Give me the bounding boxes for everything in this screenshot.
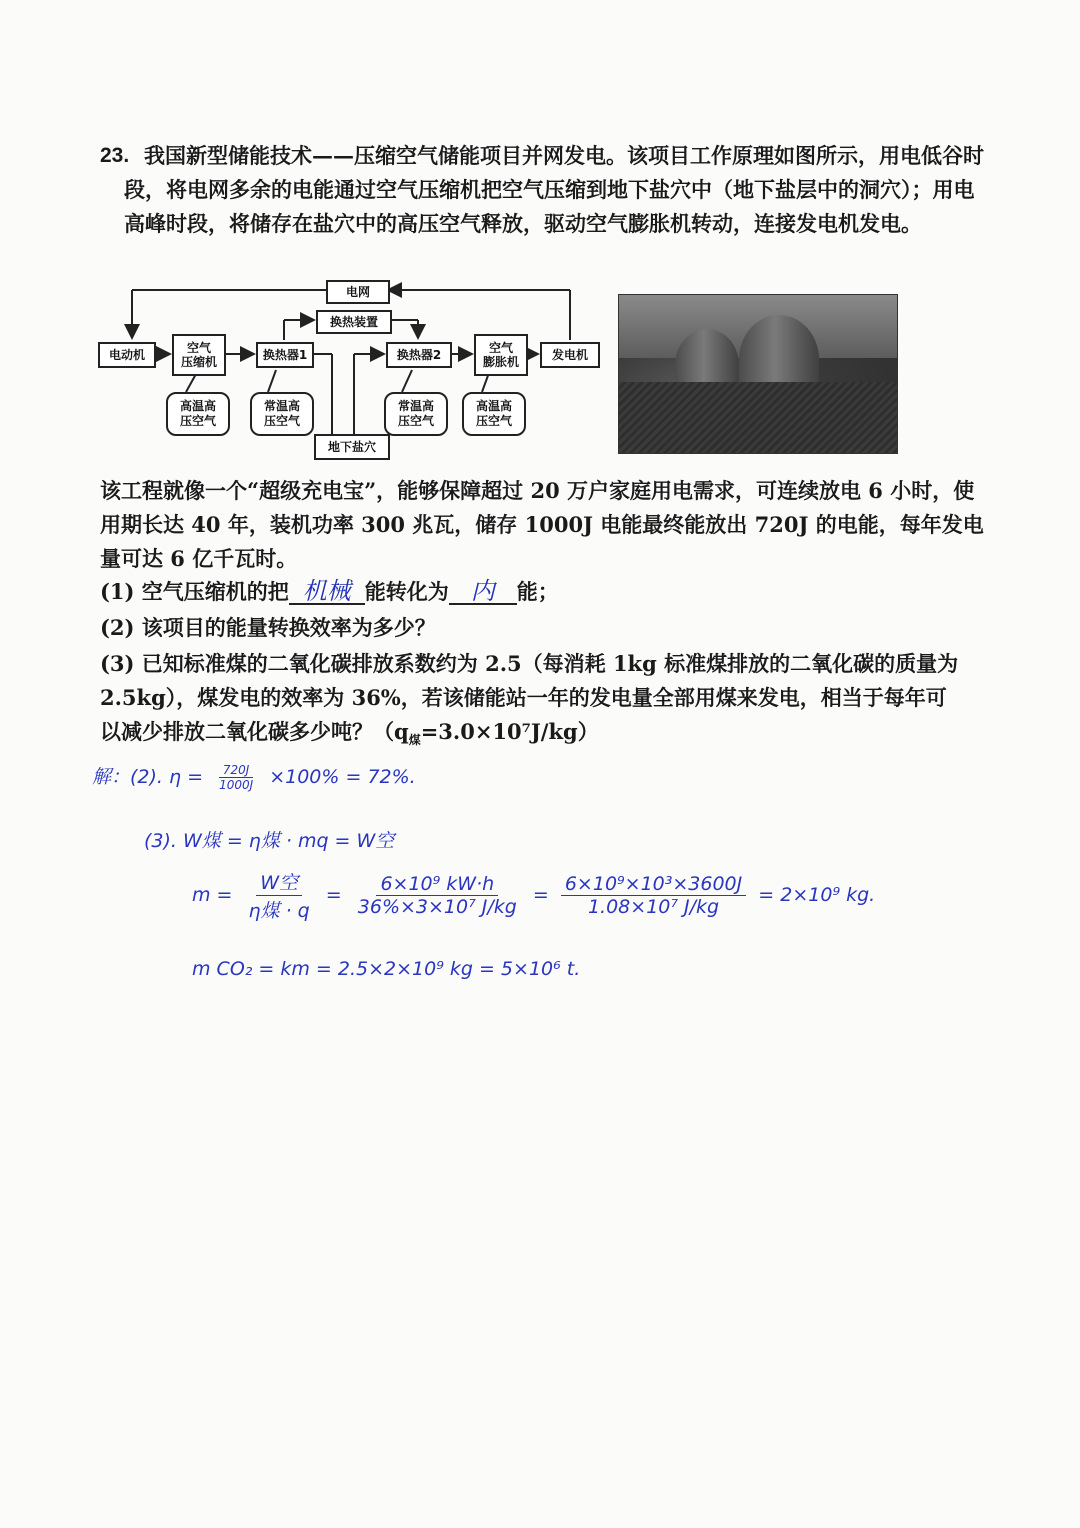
bubble-hot-air-right: 高温高 压空气 (462, 392, 526, 436)
salt-cave-box: 地下盐穴 (314, 434, 390, 460)
bubble-hot-air-left: 高温高 压空气 (166, 392, 230, 436)
question-description: 该工程就像一个“超级充电宝”，能够保障超过 20 万户家庭用电需求，可连续放电 6 小时，使用期长达 40 年，装机功率 300 兆瓦，储存 1000J 电能最终能放出 720J 的电能，每年发电量可达 6 亿千瓦时。 (100, 478, 984, 571)
sub-question-3-line3 (100, 716, 599, 748)
expander-box: 空气 膨胀机 (474, 334, 528, 376)
exchanger2-box: 换热器2 (386, 342, 452, 368)
eta-lhs: η = (169, 766, 204, 788)
eta-rhs: ×100% = 72%. (269, 766, 416, 788)
answer-blank-1: 机械 (289, 579, 365, 605)
q3-tail: =3.0×10⁷J/kg） (420, 719, 599, 744)
m-lhs: m = (192, 884, 233, 906)
m-f1-numerator: W空 (256, 868, 302, 896)
sub-question-3-line1: (3) 已知标准煤的二氧化碳排放系数约为 2.5（每消耗 1kg 标准煤排放的二氧化碳的质量为 (100, 651, 959, 676)
salt-cave-tanks-photo (618, 294, 898, 454)
eta-numerator: 720J (219, 763, 253, 778)
sub-question-1 (100, 576, 559, 606)
m-f2-denominator: 36%×3×10⁷ J/kg (357, 896, 517, 918)
solution-line-co2: m CO₂ = km = 2.5×2×10⁹ kg = 5×10⁶ t. (192, 958, 581, 980)
bubble-normal-air-right: 常温高 压空气 (384, 392, 448, 436)
m-fraction-1 (245, 868, 314, 923)
eta-fraction (215, 763, 257, 792)
question-number: 23. (100, 144, 130, 167)
eta-denominator: 1000J (219, 778, 254, 792)
q3-line3-text: 以减少排放二氧化碳多少吨？（q (100, 719, 409, 744)
sub-question-3-line2: 2.5kg），煤发电的效率为 36%，若该储能站一年的发电量全部用煤来发电，相当于每年可 (100, 685, 947, 710)
generator-box: 发电机 (540, 342, 600, 368)
question-intro-text: 我国新型储能技术——压缩空气储能项目并网发电。该项目工作原理如图所示，用电低谷时段，将电网多余的电能通过空气压缩机把空气压缩到地下盐穴中（地下盐层中的洞穴）；用电高峰时段，将储存在盐穴中的高压空气释放，驱动空气膨胀机转动，连接发电机发电。 (124, 143, 984, 236)
sub-question-2: (2) 该项目的能量转换效率为多少？ (100, 615, 436, 640)
motor-box: 电动机 (98, 342, 156, 368)
bubble-normal-air-left: 常温高 压空气 (250, 392, 314, 436)
solution-line-efficiency (92, 762, 416, 792)
flow-diagram (96, 274, 600, 466)
photo-ground (619, 382, 897, 453)
solution-label: 解：(2). (92, 766, 163, 788)
m-fraction-3 (561, 873, 746, 918)
solution-line-mass (192, 868, 875, 923)
q1-prefix: (1) 空气压缩机的把 (100, 579, 289, 604)
m-equals-2: = (532, 884, 549, 906)
compressor-box: 空气 压缩机 (172, 334, 226, 376)
m-f3-denominator: 1.08×10⁷ J/kg (587, 896, 720, 918)
answer-blank-2: 内 (449, 579, 517, 605)
q1-suffix: 能； (516, 579, 559, 604)
m-fraction-2 (354, 873, 521, 918)
m-f1-denominator: η煤 · q (248, 900, 310, 922)
m-equals-1: = (325, 884, 342, 906)
grid-box: 电网 (326, 280, 390, 304)
q1-mid: 能转化为 (364, 579, 449, 604)
solution-line-energy: (3). W煤 = η煤 · mq = W空 (144, 830, 395, 852)
exchanger1-box: 换热器1 (256, 342, 314, 368)
question-intro (100, 138, 990, 241)
heat-device-box: 换热装置 (316, 310, 392, 334)
q3-subscript: 煤 (408, 733, 421, 748)
m-f3-numerator: 6×10⁹×10³×3600J (561, 873, 746, 896)
m-f2-numerator: 6×10⁹ kW·h (376, 873, 498, 896)
m-result: = 2×10⁹ kg. (758, 884, 876, 906)
